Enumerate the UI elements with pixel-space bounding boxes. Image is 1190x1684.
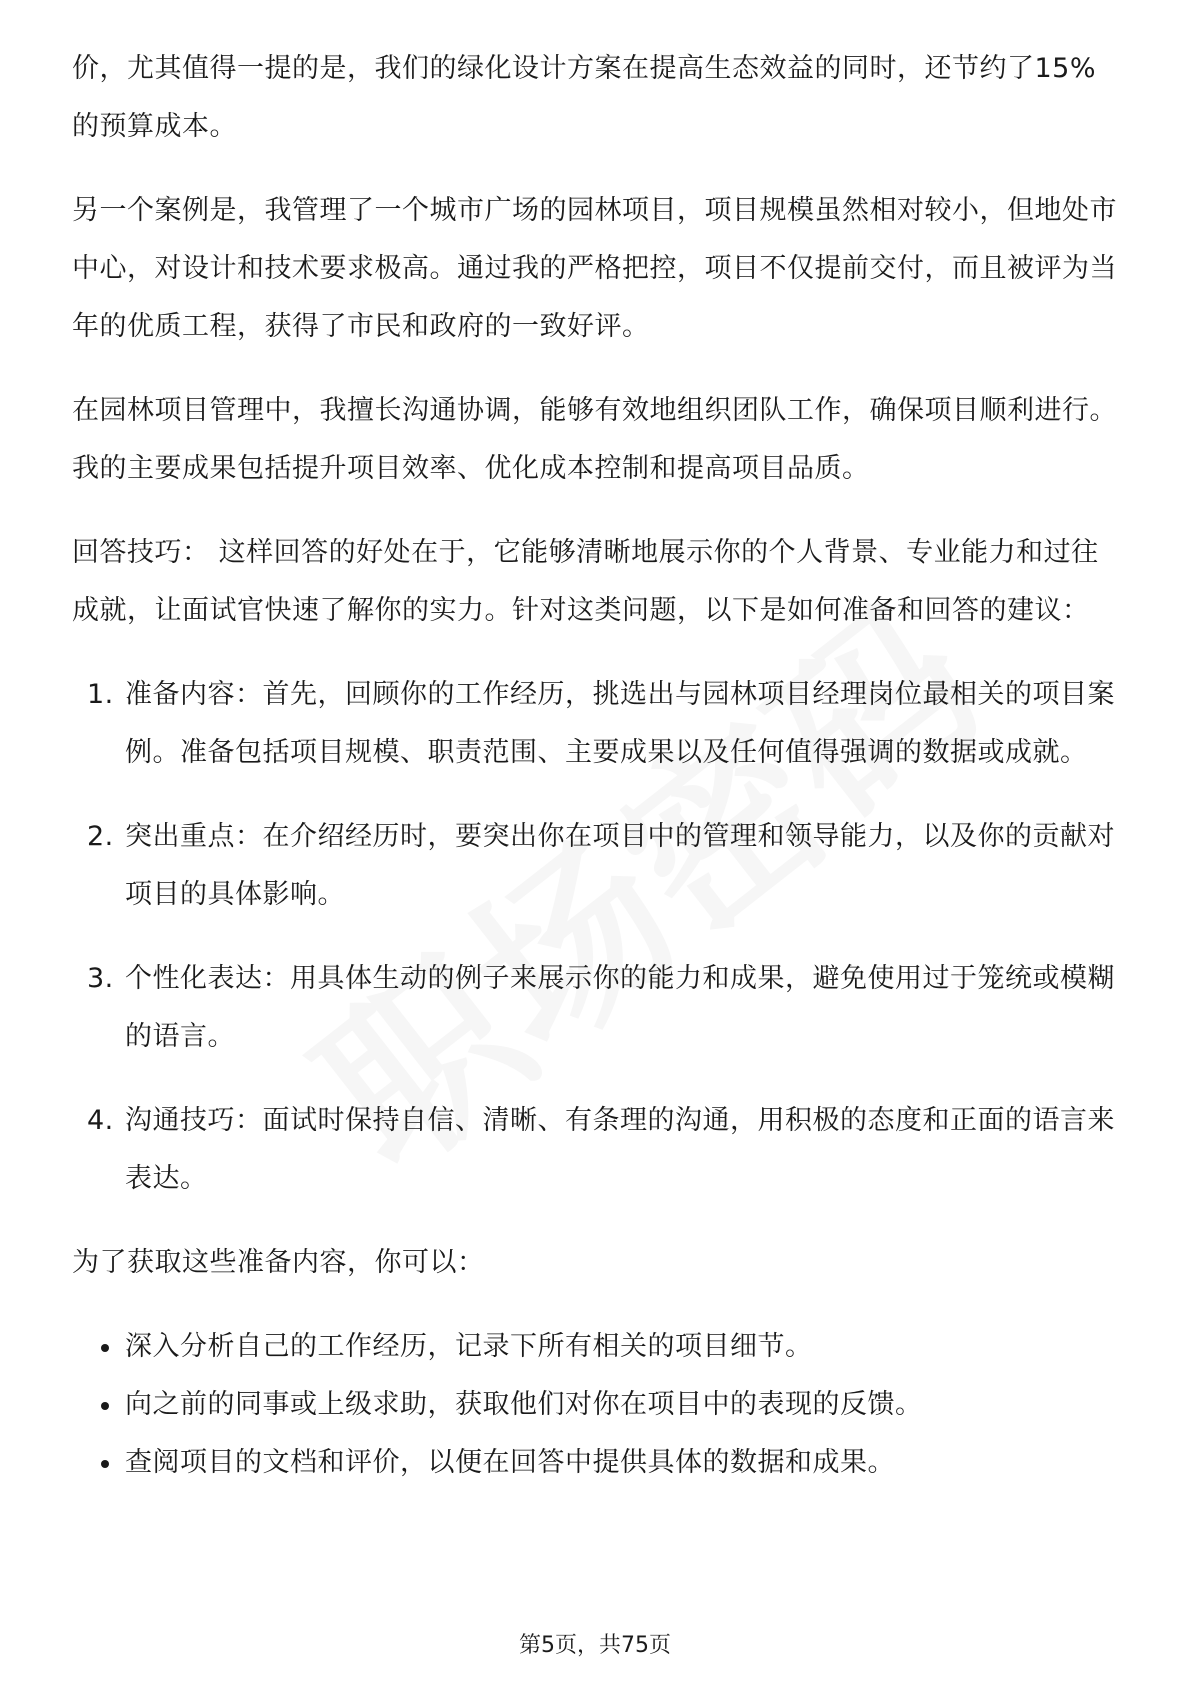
page-number: 第5页，共75页 (519, 1633, 671, 1658)
list-item-text: 准备内容：首先，回顾你的工作经历，挑选出与园林项目经理岗位最相关的项目案例。准备包括项目规模、职责范围、主要成果以及任何值得强调的数据或成就。 (125, 679, 1115, 768)
bullet-icon (101, 1460, 109, 1468)
list-item (72, 808, 1122, 924)
bullet-icon (101, 1344, 109, 1352)
paragraph-3: 在园林项目管理中，我擅长沟通协调，能够有效地组织团队工作，确保项目顺利进行。我的主要成果包括提升项目效率、优化成本控制和提高项目品质。 (72, 395, 1117, 484)
list-item (72, 1092, 1122, 1208)
paragraph-intro: 为了获取这些准备内容，你可以： (72, 1247, 485, 1278)
list-number: 3. (87, 963, 114, 994)
bullet-list (72, 1318, 1122, 1492)
list-item (72, 950, 1122, 1066)
list-number: 2. (87, 821, 114, 852)
document-page (72, 40, 1122, 1492)
list-item-text: 向之前的同事或上级求助，获取他们对你在项目中的表现的反馈。 (125, 1389, 923, 1420)
paragraph-2: 另一个案例是，我管理了一个城市广场的园林项目，项目规模虽然相对较小，但地处市中心，对设计和技术要求极高。通过我的严格把控，项目不仅提前交付，而且被评为当年的优质工程，获得了市民和政府的一致好评。 (72, 195, 1117, 342)
list-item (72, 666, 1122, 782)
list-number: 1. (87, 679, 114, 710)
list-item-text: 沟通技巧：面试时保持自信、清晰、有条理的沟通，用积极的态度和正面的语言来表达。 (125, 1105, 1115, 1194)
list-number: 4. (87, 1105, 114, 1136)
list-item-text: 突出重点：在介绍经历时，要突出你在项目中的管理和领导能力，以及你的贡献对项目的具体影响。 (125, 821, 1115, 910)
list-item (72, 1434, 1122, 1492)
list-item-text: 查阅项目的文档和评价，以便在回答中提供具体的数据和成果。 (125, 1447, 895, 1478)
list-item (72, 1318, 1122, 1376)
list-item-text: 深入分析自己的工作经历，记录下所有相关的项目细节。 (125, 1331, 813, 1362)
numbered-list (72, 666, 1122, 1208)
paragraph-1: 价，尤其值得一提的是，我们的绿化设计方案在提高生态效益的同时，还节约了15%的预算成本。 (72, 53, 1097, 142)
paragraph-answer-tips: 回答技巧： 这样回答的好处在于，它能够清晰地展示你的个人背景、专业能力和过往成就，让面试官快速了解你的实力。针对这类问题，以下是如何准备和回答的建议： (72, 537, 1099, 626)
list-item-text: 个性化表达：用具体生动的例子来展示你的能力和成果，避免使用过于笼统或模糊的语言。 (125, 963, 1115, 1052)
bullet-icon (101, 1402, 109, 1410)
list-item (72, 1376, 1122, 1434)
